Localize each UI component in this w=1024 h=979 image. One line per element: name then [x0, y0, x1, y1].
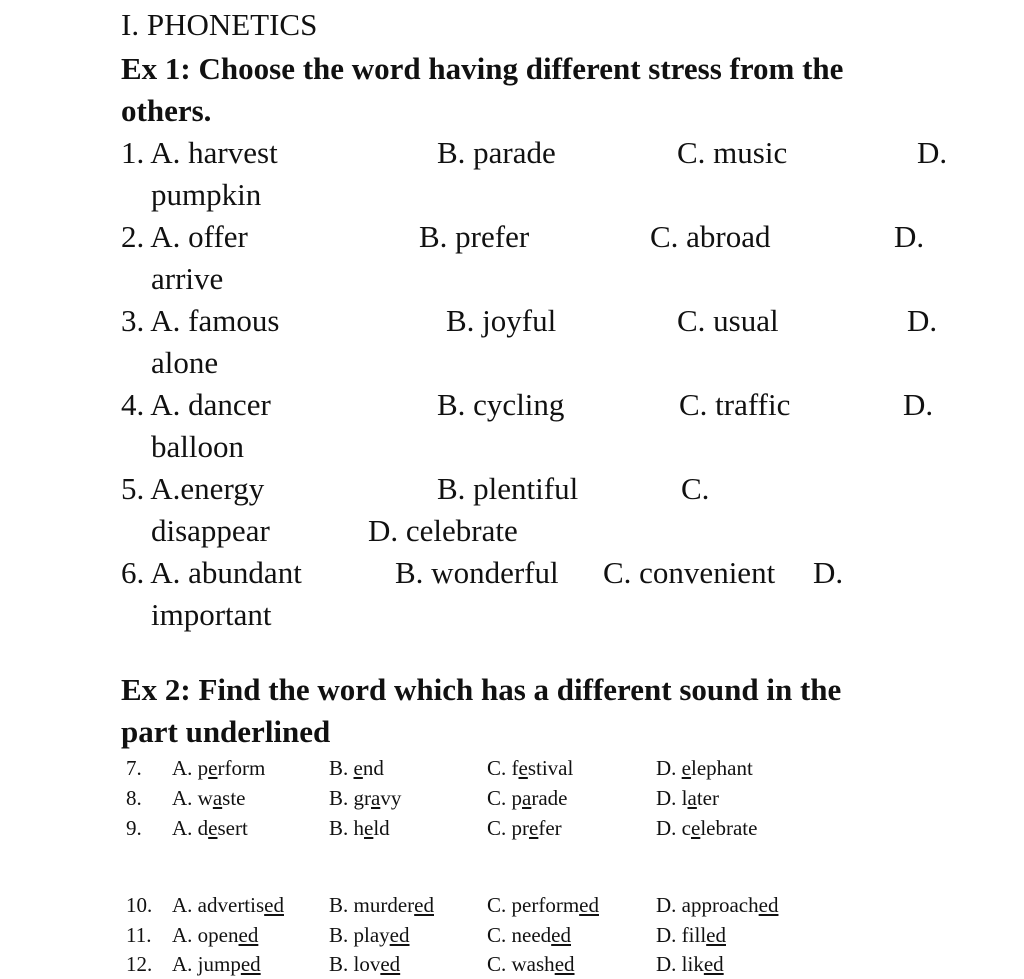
ex2-title-line1: Ex 2: Find the word which has a different sound in the: [121, 672, 842, 707]
q6-option-a: 6. A. abundant: [121, 555, 302, 590]
q2-option-a: 2. A. offer: [121, 219, 248, 254]
q3-option-d-word: alone: [151, 345, 219, 380]
q12-option-b: B. loved: [329, 952, 401, 976]
q1-option-a: 1. A. harvest: [121, 135, 278, 170]
q6-option-d-word: important: [151, 597, 272, 632]
q11-option-c: C. needed: [487, 923, 571, 947]
q8-option-d: D. later: [656, 786, 719, 810]
q6-option-c: C. convenient: [603, 555, 776, 590]
q4-option-d: D.: [903, 387, 934, 422]
underlined-part: a: [687, 786, 697, 810]
q5-option-d: D. celebrate: [368, 513, 518, 548]
q6-option-b: B. wonderful: [395, 555, 559, 590]
ex1-title-line2: others.: [121, 93, 212, 128]
q12-number: 12.: [126, 952, 153, 976]
q8-option-c: C. parade: [487, 786, 568, 810]
underlined-part: ed: [706, 923, 726, 947]
q4-option-b: B. cycling: [437, 387, 565, 422]
q8-option-a: A. waste: [172, 786, 246, 810]
q12-option-d: D. liked: [656, 952, 724, 976]
underlined-part: e: [208, 756, 218, 780]
underlined-part: ed: [240, 952, 261, 976]
q2-option-d-word: arrive: [151, 261, 224, 296]
q10-option-d: D. approached: [656, 893, 779, 917]
underlined-part: ed: [758, 893, 779, 917]
q11-option-d: D. filled: [656, 923, 726, 947]
underlined-part: ed: [703, 952, 724, 976]
q10-option-a: A. advertised: [172, 893, 284, 917]
q10-number: 10.: [126, 893, 153, 917]
q10-option-c: C. performed: [487, 893, 599, 917]
q4-option-a: 4. A. dancer: [121, 387, 271, 422]
q2-option-b: B. prefer: [419, 219, 530, 254]
section-title-text: I. PHONETICS: [121, 7, 318, 42]
q8-number: 8.: [126, 786, 142, 810]
q7-option-b: B. end: [329, 756, 384, 780]
q10-option-b: B. murdered: [329, 893, 434, 917]
q9-option-d: D. celebrate: [656, 816, 758, 840]
ex1-title-line1: Ex 1: Choose the word having different stress from the: [121, 51, 844, 86]
q5-option-c-word: disappear: [151, 513, 270, 548]
q1-option-d-word: pumpkin: [151, 177, 262, 212]
q7-option-a: A. perform: [172, 756, 266, 780]
q2-option-c: C. abroad: [650, 219, 771, 254]
q7-number: 7.: [126, 756, 142, 780]
q6-option-d: D.: [813, 555, 844, 590]
q9-option-b: B. held: [329, 816, 390, 840]
q11-number: 11.: [126, 923, 152, 947]
underlined-part: e: [364, 816, 374, 840]
underlined-part: e: [518, 756, 528, 780]
q4-option-c: C. traffic: [679, 387, 791, 422]
q5-option-b: B. plentiful: [437, 471, 579, 506]
q1-option-b: B. parade: [437, 135, 556, 170]
q5-option-c: C.: [681, 471, 710, 506]
q11-option-a: A. opened: [172, 923, 259, 947]
underlined-part: e: [208, 816, 218, 840]
ex2-title-line2: part underlined: [121, 714, 331, 749]
q9-number: 9.: [126, 816, 142, 840]
q11-option-b: B. played: [329, 923, 410, 947]
q9-option-c: C. prefer: [487, 816, 562, 840]
underlined-part: ed: [264, 893, 284, 917]
underlined-part: a: [522, 786, 532, 810]
underlined-part: ed: [554, 952, 575, 976]
q12-option-c: C. washed: [487, 952, 575, 976]
q9-option-a: A. desert: [172, 816, 248, 840]
section-title: [121, 7, 317, 43]
q12-option-a: A. jumped: [172, 952, 261, 976]
q5-option-a: 5. A.energy: [121, 471, 265, 506]
underlined-part: ed: [579, 893, 599, 917]
q7-option-c: C. festival: [487, 756, 574, 780]
underlined-part: e: [691, 816, 701, 840]
underlined-part: ed: [380, 952, 401, 976]
q2-option-d: D.: [894, 219, 925, 254]
q7-option-d: D. elephant: [656, 756, 753, 780]
underlined-part: ed: [389, 923, 410, 947]
q8-option-b: B. gravy: [329, 786, 402, 810]
q3-option-d: D.: [907, 303, 938, 338]
underlined-part: ed: [238, 923, 259, 947]
underlined-part: ed: [551, 923, 571, 947]
underlined-part: a: [212, 786, 223, 810]
q3-option-c: C. usual: [677, 303, 779, 338]
underlined-part: e: [353, 756, 363, 780]
underlined-part: ed: [414, 893, 434, 917]
underlined-part: e: [529, 816, 539, 840]
q1-option-c: C. music: [677, 135, 788, 170]
q4-option-d-word: balloon: [151, 429, 244, 464]
underlined-part: e: [681, 756, 691, 780]
q3-option-a: 3. A. famous: [121, 303, 280, 338]
underlined-part: a: [371, 786, 381, 810]
q1-option-d: D.: [917, 135, 948, 170]
q3-option-b: B. joyful: [446, 303, 557, 338]
